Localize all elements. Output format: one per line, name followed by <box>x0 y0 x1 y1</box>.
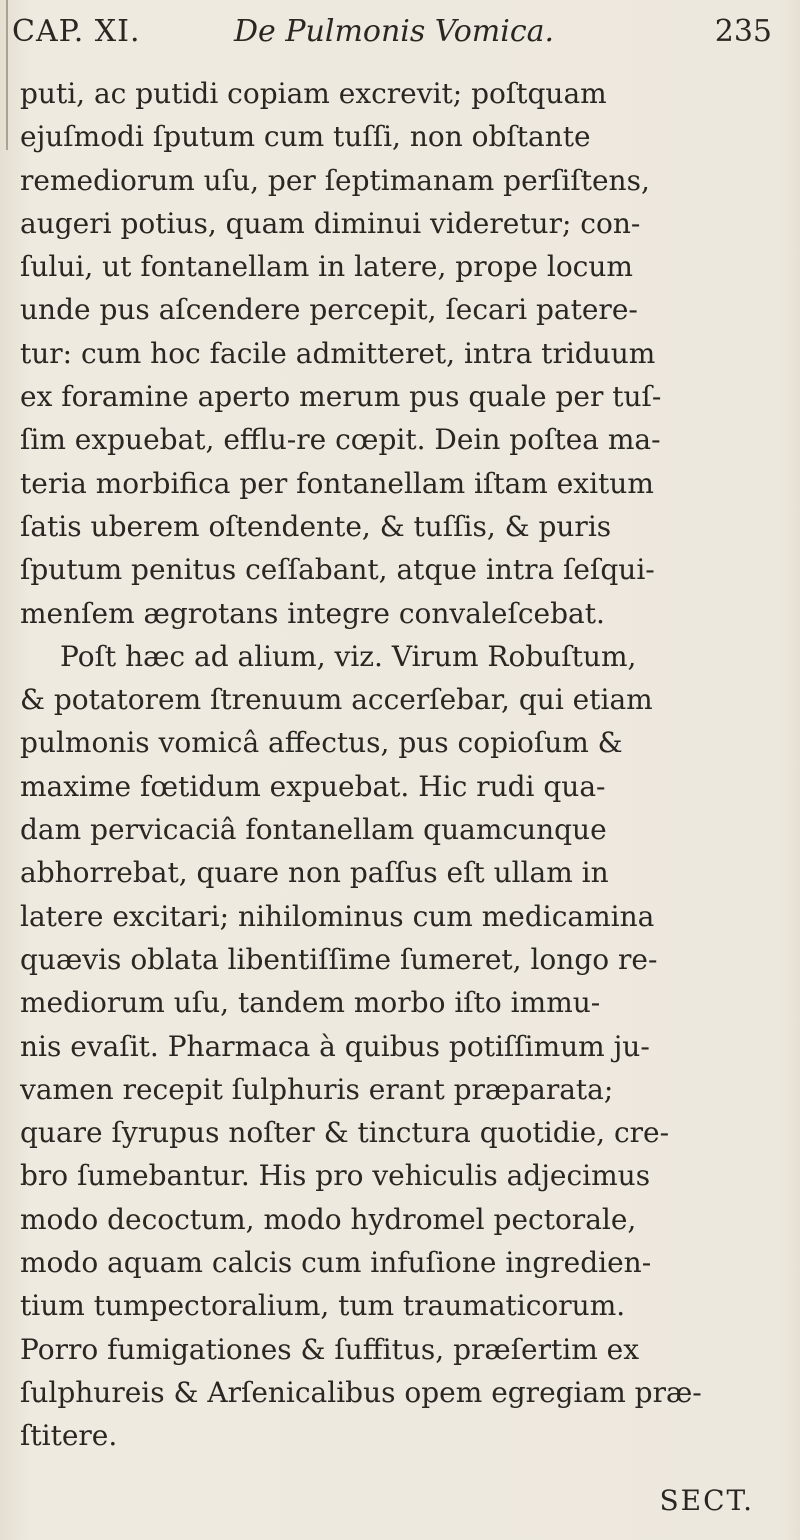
text-line: quævis oblata libentiſſime ſumeret, longo re- <box>20 942 658 976</box>
running-header <box>12 14 772 66</box>
text-line: ſputum penitus ceſſabant, atque intra ſeſqui- <box>20 553 655 587</box>
text-line: vamen recepit ſulphuris erant præparata; <box>20 1072 614 1106</box>
text-line: ſului, ut fontanellam in latere, prope locum <box>20 250 633 284</box>
text-line: augeri potius, quam diminui videretur; con- <box>20 206 641 240</box>
text-line: abhorrebat, quare non paſſus eſt ullam in <box>20 856 609 890</box>
text-line: ex foramine aperto merum pus quale per tuſ- <box>20 380 662 414</box>
text-line: nis evaſit. Pharmaca à quibus potiſſimum ju- <box>20 1029 650 1063</box>
text-line: menſem ægrotans integre convaleſcebat. <box>20 596 605 630</box>
text-line: ſim expuebat, efflu-re cœpit. Dein poſtea ma- <box>20 423 661 457</box>
text-body <box>20 72 800 1458</box>
text-line: quare ſyrupus noſter & tinctura quotidie, cre- <box>20 1116 670 1150</box>
text-line: puti, ac putidi copiam excrevit; poſtquam <box>20 77 607 110</box>
page-edge <box>6 0 8 150</box>
text-line: mediorum uſu, tandem morbo iſto immu- <box>20 986 601 1020</box>
text-line: modo decoctum, modo hydromel pectorale, <box>20 1202 637 1236</box>
text-line: dam pervicaciâ fontanellam quamcunque <box>20 813 607 847</box>
catchword: SECT. <box>659 1484 754 1517</box>
text-line: latere excitari; nihilominus cum medicamina <box>20 899 655 933</box>
text-line: modo aquam calcis cum infuſione ingredien- <box>20 1246 652 1280</box>
text-line: & potatorem ſtrenuum accerſebar, qui etiam <box>20 683 653 717</box>
text-line: ejuſmodi ſputum cum tuſſi, non obſtante <box>20 120 591 154</box>
page-number: 235 <box>714 14 772 49</box>
text-line: ſtitere. <box>20 1419 118 1453</box>
text-line: remediorum uſu, per ſeptimanam perſiſtens, <box>20 163 650 197</box>
text-line: tur: cum hoc facile admitteret, intra triduum <box>20 336 656 370</box>
text-line: ſatis uberem oſtendente, & tuſſis, & puris <box>20 509 612 543</box>
text-line: pulmonis vomicâ affectus, pus copioſum & <box>20 726 623 760</box>
text-line: Poſt hæc ad alium, viz. Virum Robuſtum, <box>60 639 637 673</box>
running-title: De Pulmonis Vomica. <box>234 14 555 49</box>
chapter-label: CAP. XI. <box>12 14 141 49</box>
text-line: tium tumpectoralium, tum traumaticorum. <box>20 1289 626 1323</box>
text-line: unde pus aſcendere percepit, ſecari patere- <box>20 293 638 327</box>
text-line: ſulphureis & Arſenicalibus opem egregiam præ- <box>20 1375 702 1409</box>
text-line: teria morbifica per fontanellam iſtam exitum <box>20 466 654 500</box>
text-line: bro ſumebantur. His pro vehiculis adjecimus <box>20 1159 651 1193</box>
text-line: maxime fœtidum expuebat. Hic rudi qua- <box>20 769 606 803</box>
text-line: Porro fumigationes & ſuffitus, præſertim ex <box>20 1332 640 1366</box>
